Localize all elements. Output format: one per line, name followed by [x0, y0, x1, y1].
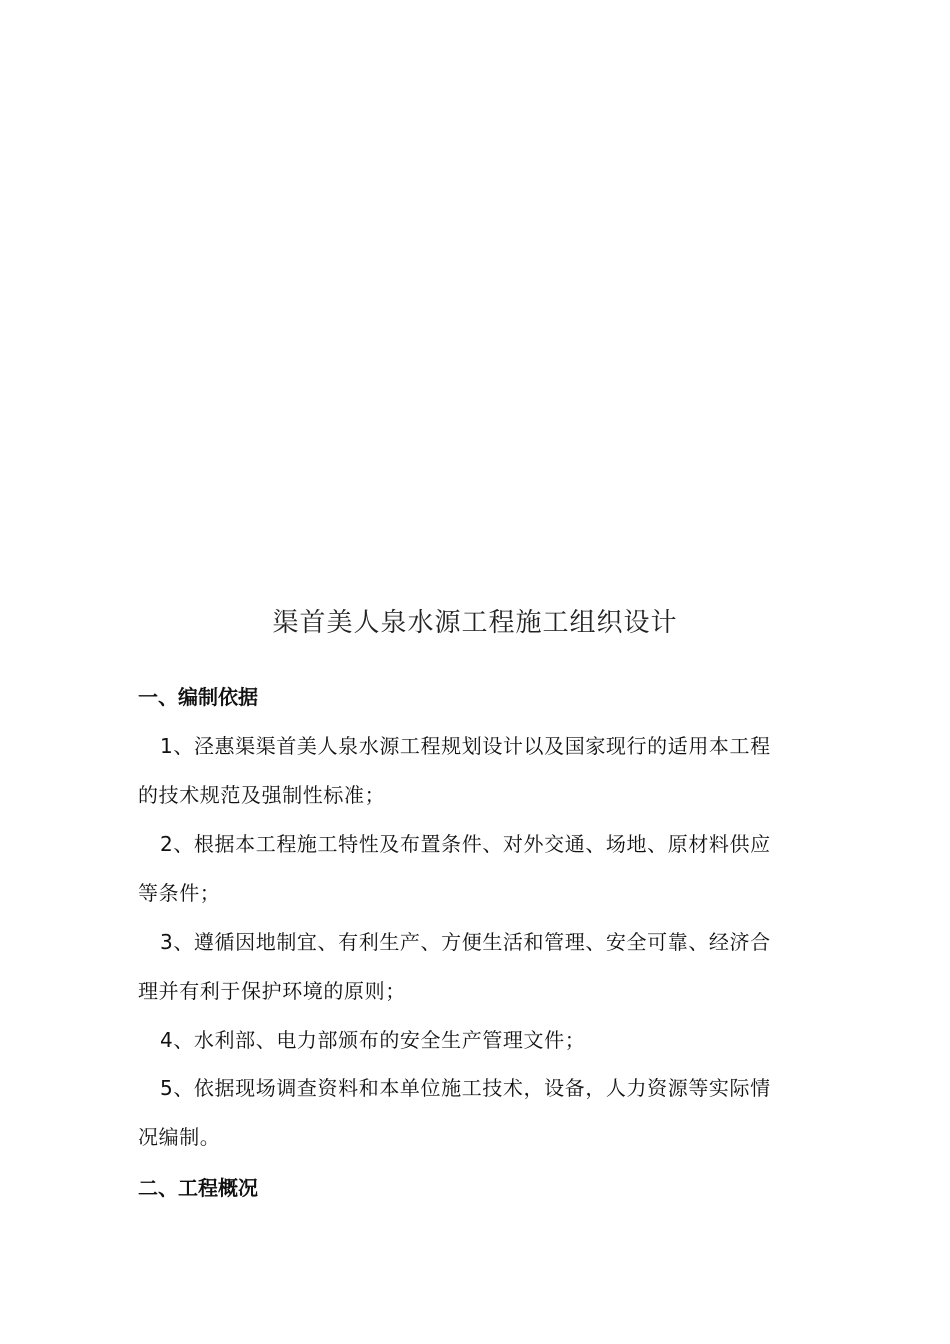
basis-item-3: 3、遵循因地制宜、有利生产、方便生活和管理、安全可靠、经济合理并有利于保护环境的原则； — [138, 930, 771, 1003]
basis-item-1: 1、泾惠渠渠首美人泉水源工程规划设计以及国家现行的适用本工程的技术规范及强制性标准； — [138, 734, 771, 807]
document-title: 渠首美人泉水源工程施工组织设计 — [272, 608, 678, 638]
section-heading-overview: 二、工程概况 — [138, 1176, 258, 1200]
section-heading-basis: 一、编制依据 — [138, 685, 258, 709]
basis-item-5: 5、依据现场调查资料和本单位施工技术，设备，人力资源等实际情况编制。 — [138, 1076, 771, 1149]
basis-item-2: 2、根据本工程施工特性及布置条件、对外交通、场地、原材料供应等条件； — [138, 832, 771, 905]
basis-item-4: 4、水利部、电力部颁布的安全生产管理文件； — [160, 1028, 586, 1052]
